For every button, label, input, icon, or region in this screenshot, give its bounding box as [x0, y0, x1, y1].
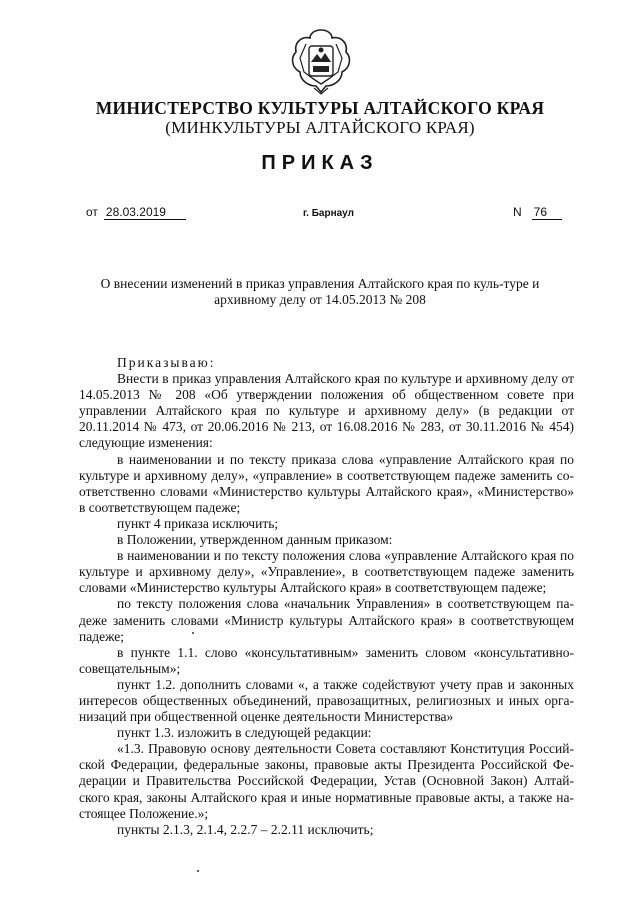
- date-value: 28.03.2019: [104, 205, 186, 220]
- order-number: [513, 205, 562, 220]
- order-body: [79, 355, 574, 838]
- body-paragraph: пункт 1.2. дополнить словами «, а также содействуют учету прав и законных интересов общественных объединений, правозащитных, религиозных и иных орга-низаций при общественной оценке деятельности Министерства»: [79, 676, 574, 725]
- body-paragraph: «1.3. Правовую основу деятельности Совета составляют Конституция Россий-ской Федерации, федеральные законы, правовые акты Президента Российской Фе-дерации и Правительства Российской Федерации, Устав (Основной Закон) Алтай-ского края, законы Алтайского края и иные нормативные правовые акты, а также на-стоящее Положение.»;: [79, 741, 574, 821]
- body-paragraph: пункты 2.1.3, 2.1.4, 2.2.7 – 2.2.11 исключить;: [117, 821, 374, 837]
- body-paragraph: по тексту положения слова «начальник Управления» в соответствующем па-деже заменить словами «Министр культуры Алтайского края» в соответствующем падеже;: [79, 596, 574, 644]
- number-prefix: N: [513, 205, 522, 219]
- scan-speck: [192, 632, 194, 634]
- body-paragraph-lead: Приказываю:: [117, 355, 216, 370]
- body-paragraph: в наименовании и по тексту положения слова «управление Алтайского края по культуре и архивному делу», «Управление», в соответствующем падеже заменить словами «Министерство культуры Алтайского края» в соответствующем падеже;: [79, 548, 574, 596]
- body-paragraph: Внести в приказ управления Алтайского края по культуре и архивному делу от 14.05.2013 № 208 «Об утверждении положения об общественном совете при управлении Алтайского края по культуре и архивному делу» (в редакции от 20.11.2014 № 473, от 20.06.2016 № 213, от 16.08.2016 № 283, от 30.11.2016 № 454) следующие изменения:: [79, 371, 574, 451]
- number-value: 76: [532, 205, 562, 220]
- document-type-title: ПРИКАЗ: [261, 152, 379, 174]
- body-paragraph: пункт 4 приказа исключить;: [117, 515, 279, 531]
- body-paragraph: в пункте 1.1. слово «консультативным» заменить словом «консультативно-совещательным»;: [79, 644, 574, 676]
- ministry-short-name: (МИНКУЛЬТУРЫ АЛТАЙСКОГО КРАЯ): [165, 118, 475, 137]
- order-date: [86, 205, 186, 220]
- date-prefix: от: [86, 205, 98, 219]
- order-city: г. Барнаул: [303, 208, 354, 219]
- order-subject: О внесении изменений в приказ управления Алтайского края по куль-туре и архивному делу от 14.05.2013 № 208: [100, 276, 540, 307]
- ministry-name: МИНИСТЕРСТВО КУЛЬТУРЫ АЛТАЙСКОГО КРАЯ: [95, 98, 545, 118]
- body-paragraph: в наименовании и по тексту приказа слова «управление Алтайского края по культуре и архивному делу», «управление» в соответствующем падеже заменить со-ответственно словами «Министерство культуры Алтайского края», «Министерство» в соответствующем падеже;: [79, 451, 574, 515]
- coat-of-arms-emblem: [288, 28, 354, 100]
- body-paragraph: пункт 1.3. изложить в следующей редакции:: [117, 725, 372, 741]
- body-paragraph: в Положении, утвержденном данным приказом:: [117, 532, 393, 548]
- scan-speck: [197, 870, 199, 872]
